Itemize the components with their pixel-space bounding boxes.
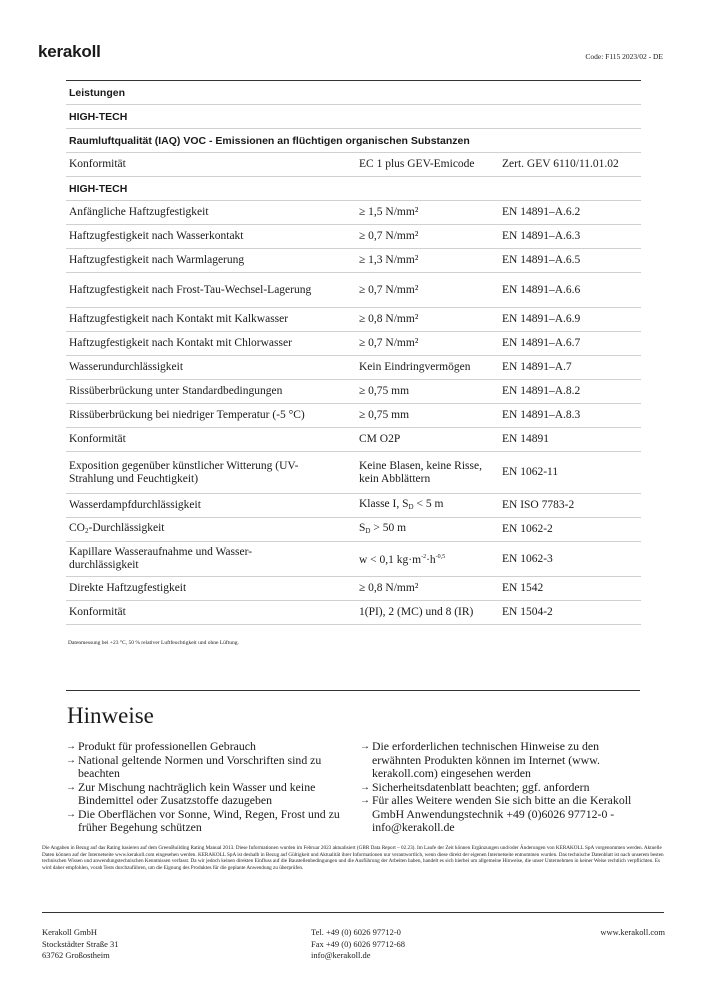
table-heading-row <box>66 104 641 128</box>
list-item: → National geltende Normen und Vorschriften sind zu beachten <box>66 752 322 780</box>
row-value: 1(PI), 2 (MC) und 8 (IR) <box>359 606 474 618</box>
heading-hightech: HIGH-TECH <box>69 182 128 195</box>
table-heading-row <box>66 80 641 104</box>
arrow-icon: → <box>66 754 76 766</box>
row-ref: EN 14891–A.6.6 <box>502 283 581 296</box>
footer-email[interactable]: info@kerakoll.de <box>311 950 371 960</box>
row-value: ≥ 0,7 N/mm² <box>359 230 419 242</box>
arrow-icon: → <box>360 741 370 752</box>
row-ref: EN 14891–A.8.3 <box>502 409 581 421</box>
arrow-icon: → <box>66 808 76 820</box>
list-item: → Produkt für professionellen Gebrauch <box>66 739 256 753</box>
table-row <box>66 331 641 355</box>
heading-hightech: HIGH-TECH <box>69 110 128 123</box>
footer-city: 63762 Großostheim <box>42 950 110 960</box>
list-item: → Die Oberflächen vor Sonne, Wind, Regen, Frost und zu früher Begehung schützen <box>66 806 340 834</box>
row-label: Haftzugfestigkeit nach Warmlagerung <box>69 254 245 266</box>
row-ref: EN 1542 <box>502 582 544 594</box>
row-ref: EN 1062-11 <box>502 466 559 478</box>
table-row <box>66 493 641 517</box>
document-code: Code: F115 2023/02 - DE <box>585 52 663 61</box>
footer-contact <box>311 927 405 962</box>
row-label: Haftzugfestigkeit nach Frost-Tau-Wechsel-Lagerung <box>69 283 312 296</box>
row-label: Haftzugfestigkeit nach Wasserkontakt <box>69 230 244 242</box>
row-label: Wasserdampfdurchlässigkeit <box>69 499 201 511</box>
table-heading-row <box>66 128 641 152</box>
row-label: Rissüberbrückung bei niedriger Temperatur (-5 °C) <box>69 409 305 421</box>
row-ref: EN ISO 7783-2 <box>502 499 575 511</box>
table-heading-row <box>66 176 641 200</box>
arrow-icon: → <box>360 795 370 806</box>
row-ref: EN 1062-3 <box>502 552 553 565</box>
hinweise-list-right <box>360 740 650 835</box>
table-row <box>66 451 641 493</box>
table-row <box>66 403 641 427</box>
table-row <box>66 355 641 379</box>
row-ref: EN 1062-2 <box>502 523 553 535</box>
section-title: Hinweise <box>67 703 154 728</box>
table-row <box>66 541 641 576</box>
row-ref: EN 14891–A.6.3 <box>502 230 581 242</box>
list-item: → Zur Mischung nachträglich kein Wasser und keine Bindemittel oder Zusatzstoffe dazugeben <box>66 779 316 807</box>
heading-iaq: Raumluftqualität (IAQ) VOC - Emissionen an flüchtigen organischen Substanzen <box>69 134 470 147</box>
divider <box>42 912 664 913</box>
row-ref: EN 14891–A.6.5 <box>502 254 581 266</box>
row-label: Kapillare Wasseraufnahme und Wasser-durchlässigkeit <box>69 546 253 571</box>
row-ref: EN 14891–A.8.2 <box>502 385 581 397</box>
row-label: Rissüberbrückung unter Standardbedingungen <box>69 385 283 397</box>
row-value: ≥ 0,8 N/mm² <box>359 582 419 594</box>
arrow-icon: → <box>360 781 370 793</box>
row-label: Wasserundurchlässigkeit <box>69 361 184 373</box>
measurement-note: Datenmessung bei +23 °C, 50 % relativer Luftfeuchtigkeit und ohne Lüftung. <box>68 640 239 646</box>
footer-street: Stockstädter Straße 31 <box>42 938 119 949</box>
row-label: Haftzugfestigkeit nach Kontakt mit Kalkwasser <box>69 313 289 325</box>
row-value: ≥ 0,7 N/mm² <box>359 337 419 349</box>
row-label: Anfängliche Haftzugfestigkeit <box>69 206 209 218</box>
row-value: EC 1 plus GEV-Emicode <box>359 158 475 170</box>
list-item: → Die erforderlichen technischen Hinweise zu den erwähnten Produkten können im Internet (www. kerakoll.com) eingesehen werden <box>360 739 600 780</box>
row-label: Direkte Haftzugfestigkeit <box>69 582 187 594</box>
footer-address <box>42 927 118 962</box>
row-ref: EN 14891–A.6.2 <box>502 206 581 218</box>
list-item: → Sicherheitsdatenblatt beachten; ggf. anfordern <box>360 779 590 794</box>
row-label: Konformität <box>69 158 126 170</box>
row-ref: Zert. GEV 6110/11.01.02 <box>502 158 619 170</box>
table-row <box>66 517 641 541</box>
row-value: Kein Eindringvermögen <box>359 361 471 373</box>
table-row <box>66 600 641 625</box>
row-value: ≥ 0,75 mm <box>359 385 410 397</box>
table-row <box>66 200 641 224</box>
row-value: ≥ 0,8 N/mm² <box>359 313 419 325</box>
table-row <box>66 248 641 272</box>
row-ref: EN 14891–A.6.9 <box>502 313 581 325</box>
row-value: ≥ 1,3 N/mm² <box>359 254 419 266</box>
row-value: CM O2P <box>359 433 401 445</box>
row-value: Keine Blasen, keine Risse, kein Abblättern <box>359 459 482 485</box>
row-label: Haftzugfestigkeit nach Kontakt mit Chlorwasser <box>69 337 292 349</box>
performance-table <box>66 80 641 625</box>
table-row <box>66 307 641 331</box>
footer-fax: Fax +49 (0) 6026 97712-68 <box>311 938 406 949</box>
disclaimer: Die Angaben in Bezug auf das Rating basieren auf dem GreenBuilding Rating Manual 2013. Diese Informationen wurden im Februar 2023 aktualisiert (GBR Data Report – 02.23). Im Laufe der Zeit können Ergänzungen und/oder Änderungen von KERAKOLL SpA vorgenommen werden. Aktuelle Daten können auf der Internetseite www.kerakoll.com eingesehen werden. KERAKOLL SpA ist deshalb in Bezug auf Gültigkeit und Aktualität ihrer Informationen nur verantwortlich, wenn diese direkt der eigenen Internetseite entnommen wurden. Das technische Datenblatt ist nach unserem besten technischen Wissen und anwendungstechnischen Kenntnissen verfasst. Da wir jedoch keinen direkten Einfluss auf die Baustellenbedingungen und die Ausführung der Arbeiten haben, handelt es sich hierbei um allgemeine Hinweise, die unser Unternehmen in keiner Weise rechtlich verpflichten. Es wird daher empfohlen, vorab Tests durchzuführen, um die Eignung des Produktes für die geplante Anwendung zu überprüfen. <box>42 845 664 871</box>
row-value: $S_D > 50$ m <box>359 521 407 535</box>
row-value: ≥ 1,5 N/mm² <box>359 206 419 218</box>
footer-company: Kerakoll GmbH <box>42 927 98 937</box>
hinweise-list-left <box>66 740 351 835</box>
table-row <box>66 427 641 451</box>
arrow-icon: → <box>66 741 76 752</box>
table-row <box>66 152 641 176</box>
row-label: Konformität <box>69 606 126 618</box>
row-value: ≥ 0,75 mm <box>359 409 410 421</box>
row-label: Exposition gegenüber künstlicher Witterung (UV-Strahlung und Feuchtigkeit) <box>69 459 299 485</box>
table-row <box>66 224 641 248</box>
table-row <box>66 379 641 403</box>
row-value: w < 0,1 $kg\cdot m^{-2}\cdot h^{-0,5}$ <box>359 553 446 566</box>
row-value: Klasse I, $S_D < 5$ m <box>359 497 444 511</box>
table-row <box>66 272 641 307</box>
row-value: ≥ 0,7 N/mm² <box>359 283 419 296</box>
row-label: Konformität <box>69 433 126 445</box>
row-ref: EN 1504-2 <box>502 606 553 618</box>
row-ref: EN 14891–A.6.7 <box>502 337 581 349</box>
arrow-icon: → <box>66 781 76 793</box>
kerakoll-logo: kerakoll <box>38 42 101 61</box>
footer-web[interactable]: www.kerakoll.com <box>600 927 665 937</box>
heading-performance: Leistungen <box>69 86 126 99</box>
row-label: $CO_2$-Durchlässigkeit <box>69 521 165 535</box>
list-item: → Für alles Weitere wenden Sie sich bitte an die Kerakoll GmbH Anwendungstechnik +49 (0)6026 97712-0 - info@kerakoll.de <box>360 793 632 834</box>
row-ref: EN 14891 <box>502 433 549 445</box>
table-row <box>66 576 641 600</box>
footer-tel: Tel. +49 (0) 6026 97712-0 <box>311 927 401 937</box>
divider <box>66 690 640 691</box>
row-ref: EN 14891–A.7 <box>502 361 572 373</box>
